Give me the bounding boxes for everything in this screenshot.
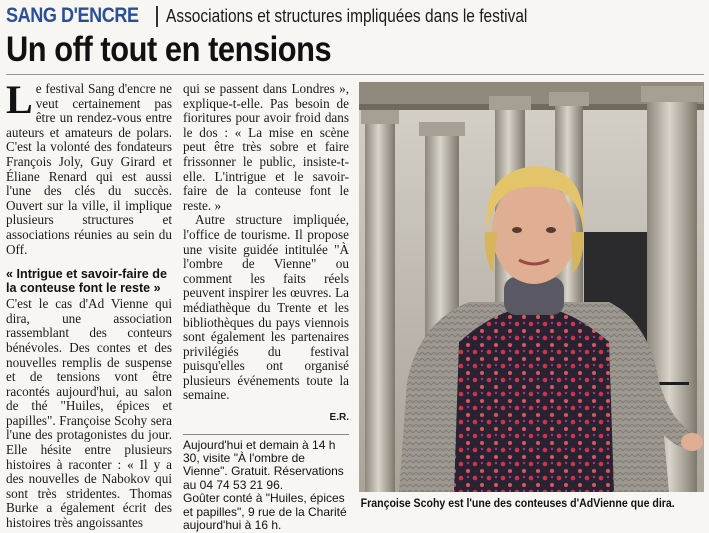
author-signature: E.R.: [329, 412, 349, 424]
rubric-separator: [156, 6, 158, 27]
headline: Un off tout en tensions: [6, 30, 332, 69]
photo-illustration: [359, 82, 704, 492]
article-photo: [359, 82, 704, 492]
drop-cap: L: [6, 77, 33, 122]
info-visit: Aujourd'hui et demain à 14 h 30, visite "À l'ombre de Vienne". Gratuit. Réservations au 04 74 53 21 96.: [183, 437, 344, 492]
practical-info: [183, 439, 349, 533]
article-header: [6, 4, 704, 28]
body-paragraph-4: Autre structure impliquée, l'office de tourisme. Il propose une visite guidée intitulée "À l'ombre de Vienne" ou comment les faits réels peuvent inspirer les œuvres. La médiathèque du Trente et les bibliothèques du pays viennois sont également les partenaires privilégiés du festival puisqu'elles ont organisé plusieurs événements toute la semaine.: [183, 212, 349, 403]
info-divider: [183, 434, 349, 435]
body-paragraph-3: qui se passent dans Londres », explique-t-elle. Pas besoin de fioritures pour avoir froid dans le dos : « La mise en scène peut être très sobre et faire frissonner le public, insiste-t-elle. L'intrigue et le savoir-faire de la conteuse font le reste. »: [183, 81, 349, 213]
subheading: « Intrigue et savoir-faire de la conteuse font le reste »: [6, 267, 167, 296]
section-subtitle: Associations et structures impliquées dans le festival: [166, 5, 528, 26]
intro-paragraph: Le festival Sang d'encre ne veut certainement pas être un rendez-vous entre auteurs et amateurs de polars. C'est la volonté des fondateurs François Joly, Guy Girard et Éliane Renard qui est aussi l'une des clés du succès. Ouvert sur la ville, il implique plusieurs structures et associations réunies au sein du Off.: [6, 77, 172, 257]
photo-caption: Françoise Scohy est l'une des conteuses d'AdVienne que dira.: [360, 498, 675, 510]
section-rubric: SANG D'ENCRE: [6, 4, 139, 27]
article-column-1: [6, 77, 172, 531]
body-paragraph-2: C'est le cas d'Ad Vienne qui dira, une association rassemblant des conteurs bénévoles. Des contes et des nouvelles remplis de suspense et de tensions vont être racontés aujourd'hui, au salon de thé "Huiles, épices et papilles". Françoise Scohy sera l'une des protagonistes du jour. Elle hésite entre plusieurs histoires à raconter : « Il y a des nouvelles de Nabokov qui sont très stridentes. Thomas Burke a également écrit des histoires très angoissantes: [6, 296, 172, 531]
article-column-2: [183, 82, 349, 533]
header-divider: [6, 74, 704, 75]
info-gouter: Goûter conté à "Huiles, épices et papilles", 9 rue de la Charité aujourd'hui à 16 h.: [183, 491, 347, 533]
